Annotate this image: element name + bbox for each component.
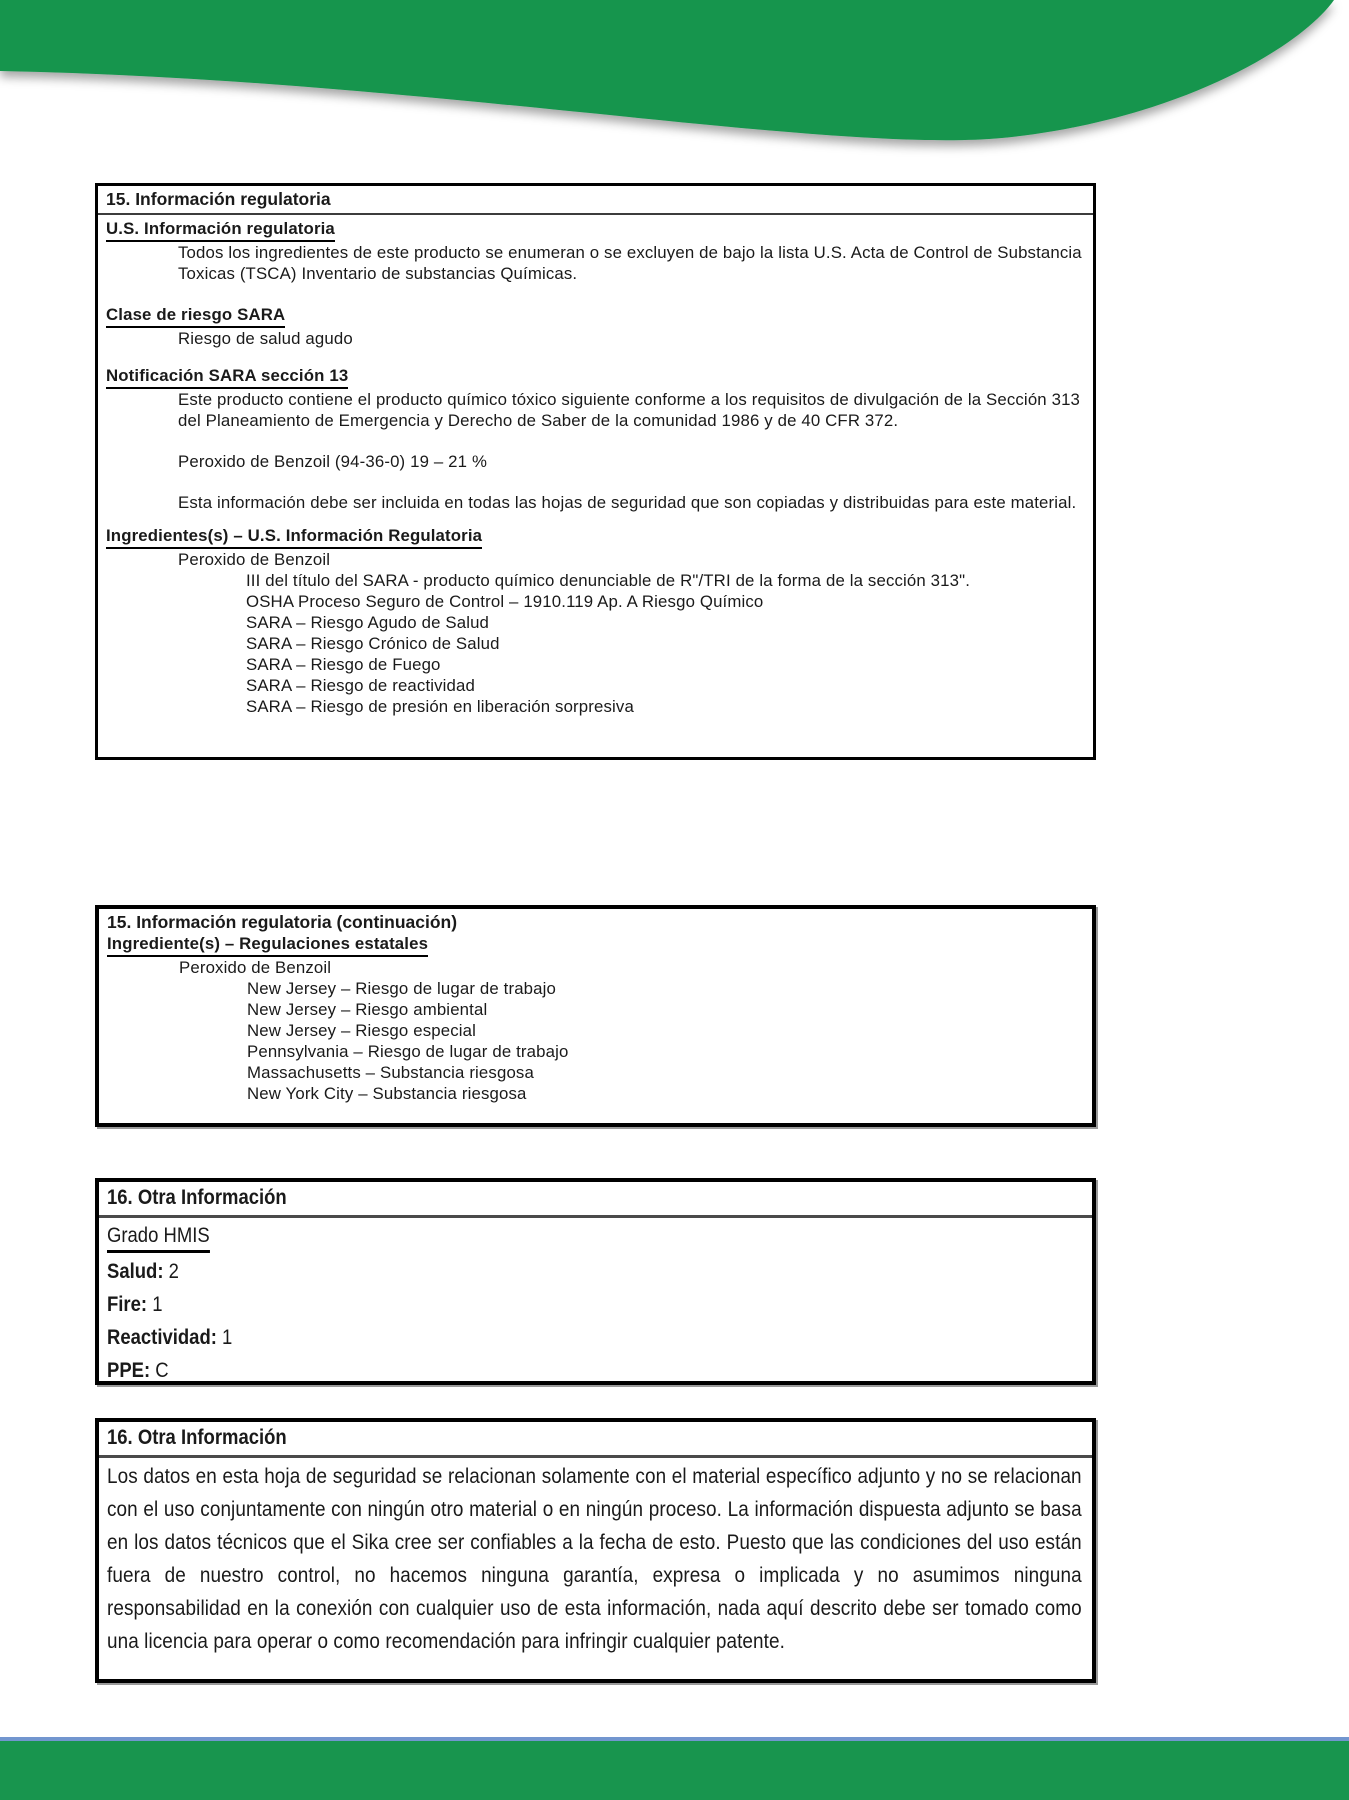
section-15cont-title: 15. Información regulatoria (continuación) [107,912,458,932]
ingredient-reg-item: OSHA Proceso Seguro de Control – 1910.119 Ap. A Riesgo Químico [246,592,764,611]
sara-hazard-class-value: Riesgo de salud agudo [178,329,353,348]
hmis-value: 1 [216,1326,233,1349]
disclaimer-body [99,1458,1092,1660]
state-reg-item: New Jersey – Riesgo especial [247,1021,476,1040]
hmis-value: 2 [163,1260,179,1283]
hmis-content [107,1220,1082,1387]
ingredient-reg-item: SARA – Riesgo de presión en liberación sorpresiva [246,697,634,716]
hmis-rating-reactivity [107,1321,1082,1354]
hmis-value: 1 [147,1293,163,1316]
state-reg-item: Massachusetts – Substancia riesgosa [247,1063,534,1082]
section-16-hmis-box [95,1178,1096,1385]
wave-green-path [0,0,1334,140]
section-15-title: 15. Información regulatoria [98,186,1093,215]
hmis-value: C [150,1359,169,1382]
section-15cont-body [99,933,1092,1108]
wave-shape-graphic [0,0,1349,170]
header-wave-banner [0,0,1349,170]
disclaimer-paragraph: Los datos en esta hoja de seguridad se relacionan solamente con el material específico adjunto y no se relacionan con el uso conjuntamente con ningún otro material o en ningún proceso. La información dispuesta adjunto se basa en los datos técnicos que el Sika cree ser confiables a la fecha de esto. Puesto que las condiciones del uso están fuera de nuestro control, no hacemos ninguna garantía, expresa o implicada y no asumimos ninguna responsabilidad en la conexión con cualquier uso de esta información, nada aquí descrito debe ser tomado como una licencia para operar o como recomendación para infringir cualquier patente. [107,1464,1082,1653]
ingredient-reg-item: SARA – Riesgo de reactividad [246,676,476,695]
sara-section13-paragraph: Este producto contiene el producto químico tóxico siguiente conforme a los requisitos de divulgación de la Sección 313 del Planeamiento de Emergencia y Derecho de Saber de la comunidad 1986 y de 40 CFR 372. [178,390,1081,430]
sara-hazard-class-heading: Clase de riesgo SARA [106,305,285,328]
section-15-regulatory-box [95,183,1096,760]
section-15-continuation-box [95,905,1096,1127]
ingredient-name: Peroxido de Benzoil [179,958,332,977]
sara-section13-heading: Notificación SARA sección 13 [106,366,348,389]
footer-green-band [0,1737,1349,1800]
state-reg-item: New York City – Substancia riesgosa [247,1084,527,1103]
hmis-rating-fire [107,1288,1082,1321]
ingredient-reg-item: SARA – Riesgo Crónico de Salud [246,634,500,653]
hmis-grade-heading: Grado HMIS [107,1224,210,1253]
section-16-title: 16. Otra Información [107,1186,287,1209]
section-16-disclaimer-box [95,1418,1096,1683]
sara-section13-chemical: Peroxido de Benzoil (94-36-0) 19 – 21 % [178,452,488,471]
hmis-label: PPE: [107,1359,151,1382]
ingredient-reg-item: SARA – Riesgo Agudo de Salud [246,613,490,632]
ingredient-name: Peroxido de Benzoil [178,550,331,569]
state-reg-item: New Jersey – Riesgo ambiental [247,1000,488,1019]
us-regulatory-paragraph: Todos los ingredientes de este producto se enumeran o se excluyen de bajo la lista U.S. Acta de Control de Substancia Toxicas (TSCA) Inventario de substancias Químicas. [178,243,1082,283]
hmis-body [99,1218,1092,1389]
ingredients-us-heading: Ingredientes(s) – U.S. Información Regulatoria [106,526,482,549]
state-reg-item: Pennsylvania – Riesgo de lugar de trabajo [247,1042,569,1061]
hmis-label: Fire: [107,1293,148,1316]
hmis-rating-ppe [107,1354,1082,1387]
sara-section13-note: Esta información debe ser incluida en todas las hojas de seguridad que son copiadas y distribuidas para este material. [178,493,1077,512]
us-regulatory-heading: U.S. Información regulatoria [106,219,335,242]
section-16-titlebar [99,1422,1092,1458]
state-reg-item: New Jersey – Riesgo de lugar de trabajo [247,979,557,998]
section-16-titlebar [99,1182,1092,1218]
ingredient-reg-item: SARA – Riesgo de Fuego [246,655,441,674]
hmis-rating-health [107,1255,1082,1288]
hmis-label: Reactividad: [107,1326,217,1349]
section-15-body [98,215,1093,721]
hmis-label: Salud: [107,1260,164,1283]
ingredient-reg-item: III del título del SARA - producto químico denunciable de R"/TRI de la forma de la sección 313". [246,571,971,590]
state-regulations-heading: Ingrediente(s) – Regulaciones estatales [107,934,428,957]
section-16-title: 16. Otra Información [107,1426,287,1449]
